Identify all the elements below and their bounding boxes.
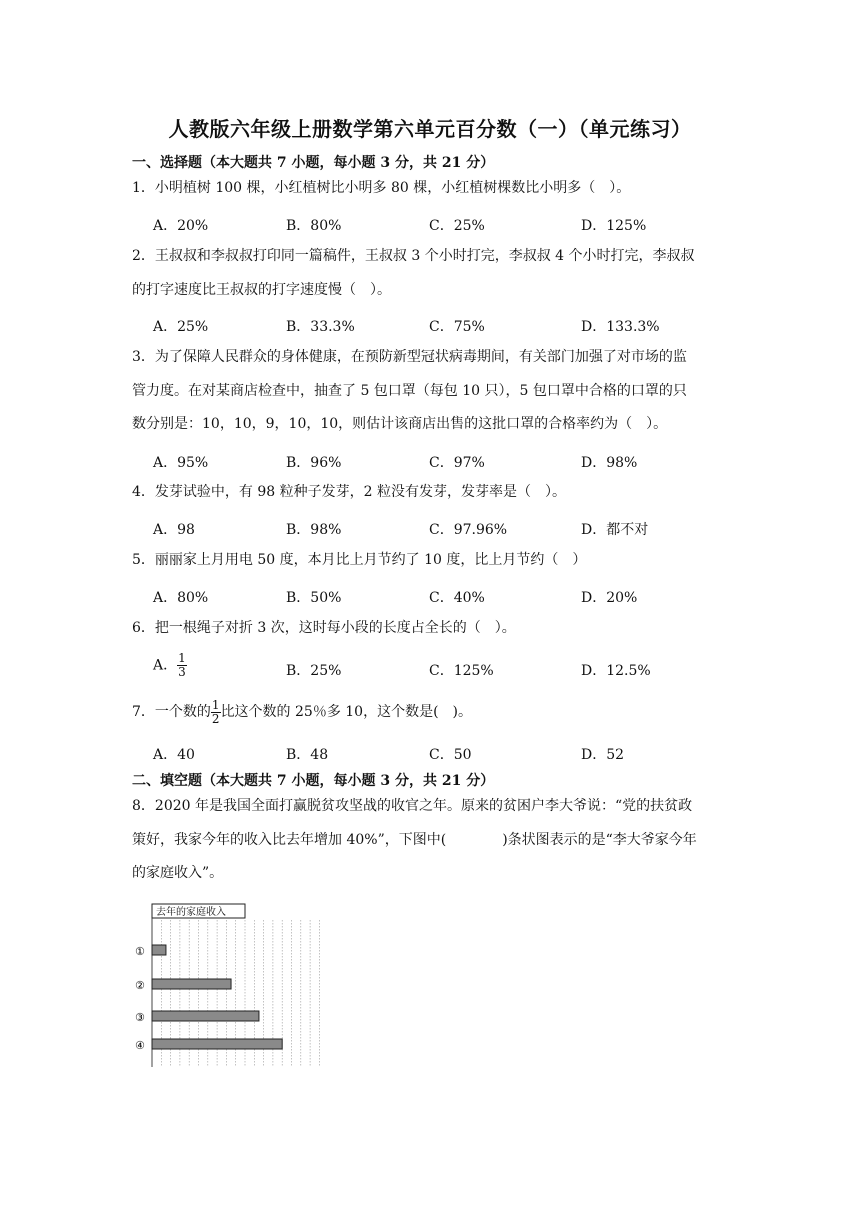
page-title: 人教版六年级上册数学第六单元百分数（一）（单元练习） xyxy=(168,117,692,141)
q3-option-c[interactable]: C．97% xyxy=(429,455,485,471)
section-choice-heading: 一、选择题（本大题共 7 小题，每小题 3 分，共 21 分） xyxy=(132,155,495,171)
q7-prefix: 7．一个数的 xyxy=(132,704,211,720)
q5-option-d[interactable]: D．20% xyxy=(581,590,638,606)
question-6-options xyxy=(153,650,753,690)
q7-frac-numerator: 1 xyxy=(211,697,220,712)
question-6: 6．把一根绳子对折 3 次，这时每小段的长度占全长的（ ）。 xyxy=(132,620,516,636)
q7-option-a[interactable]: A．40 xyxy=(153,747,195,763)
q6-option-a[interactable] xyxy=(153,652,187,679)
q7-suffix: 比这个数的 25％多 10，这个数是( )。 xyxy=(220,704,473,720)
q4-option-b[interactable]: B．98% xyxy=(286,522,342,538)
q7-option-d[interactable]: D．52 xyxy=(581,747,625,763)
q2-line-2: 的打字速度比王叔叔的打字速度慢（ ）。 xyxy=(132,281,391,298)
question-3 xyxy=(132,341,732,442)
q8-line-3: 的家庭收入”。 xyxy=(132,865,224,881)
q8-line-2b: )条状图表示的是“李大爷家今年 xyxy=(502,831,697,848)
q4-option-c[interactable]: C．97.96% xyxy=(429,522,508,538)
q7-option-c[interactable]: C．50 xyxy=(429,747,472,763)
question-2 xyxy=(132,240,732,307)
q5-option-c[interactable]: C．40% xyxy=(429,590,485,606)
q3-option-a[interactable]: A．95% xyxy=(153,455,209,471)
q6-frac-numerator: 1 xyxy=(178,651,186,665)
q3-line-1: 3．为了保障人民群众的身体健康，在预防新型冠状病毒期间，有关部门加强了对市场的监 xyxy=(132,349,687,365)
bar-category-label: ② xyxy=(135,979,145,992)
q2-option-a[interactable]: A．25% xyxy=(153,319,209,335)
q5-option-a[interactable]: A．80% xyxy=(153,590,209,606)
question-7 xyxy=(132,696,732,730)
question-8 xyxy=(132,790,732,891)
q3-option-d[interactable]: D．98% xyxy=(581,455,638,471)
q1-option-a[interactable]: A．20% xyxy=(153,218,209,234)
q6-frac-denominator: 3 xyxy=(178,665,186,679)
q1-option-d[interactable]: D．125% xyxy=(581,218,647,234)
q2-option-c[interactable]: C．75% xyxy=(429,319,485,335)
income-bar-chart xyxy=(132,895,332,1075)
q6-option-c[interactable]: C．125% xyxy=(429,663,494,679)
income-bar xyxy=(152,1039,282,1049)
q2-option-b[interactable]: B．33.3% xyxy=(286,319,355,335)
question-1: 1．小明植树 100 棵，小红植树比小明多 80 棵，小红植树棵数比小明多（ ）。 xyxy=(132,180,631,196)
income-bar xyxy=(152,979,231,989)
q5-option-b[interactable]: B．50% xyxy=(286,590,342,606)
q3-option-b[interactable]: B．96% xyxy=(286,455,342,471)
chart-bars xyxy=(135,945,282,1052)
q8-line-1: 8．2020 年是我国全面打赢脱贫攻坚战的收官之年。原来的贫困户李大爷说：“党的扶贫政 xyxy=(132,798,693,814)
bar-category-label: ① xyxy=(135,945,145,958)
q1-option-b[interactable]: B．80% xyxy=(286,218,342,234)
q2-line-1: 2．王叔叔和李叔叔打印同一篇稿件，王叔叔 3 个小时打完，李叔叔 4 个小时打完，李叔叔 xyxy=(132,248,695,264)
q8-line-2 xyxy=(132,824,732,858)
reference-bar-label: 去年的家庭收入 xyxy=(156,907,226,918)
q3-line-2: 管力度。在对某商店检查中，抽查了 5 包口罩（每包 10 只），5 包口罩中合格的口罩的只 xyxy=(132,382,687,399)
income-bar xyxy=(152,945,166,955)
q4-option-d[interactable]: D．都不对 xyxy=(581,522,649,538)
q6-option-d[interactable]: D．12.5% xyxy=(581,663,651,679)
q7-fraction xyxy=(211,699,221,726)
q7-frac-denominator: 2 xyxy=(211,711,220,726)
q6-option-a-prefix: A． xyxy=(153,657,178,674)
question-4: 4．发芽试验中，有 98 粒种子发芽，2 粒没有发芽，发芽率是（ ）。 xyxy=(132,484,566,500)
q4-option-a[interactable]: A．98 xyxy=(153,522,195,538)
bar-category-label: ④ xyxy=(135,1039,145,1052)
q7-option-b[interactable]: B．48 xyxy=(286,747,329,763)
section-fill-heading: 二、填空题（本大题共 7 小题，每小题 3 分，共 21 分） xyxy=(132,773,495,789)
q8-line-2a: 策好，我家今年的收入比去年增加 40%”，下图中( xyxy=(132,831,447,848)
q6-option-b[interactable]: B．25% xyxy=(286,663,342,679)
q6-option-a-fraction xyxy=(177,652,187,679)
q2-option-d[interactable]: D．133.3% xyxy=(581,319,660,335)
q3-line-3: 数分别是：10，10，9，10，10，则估计该商店出售的这批口罩的合格率约为（ ）。 xyxy=(132,416,668,432)
question-5: 5．丽丽家上月用电 50 度，本月比上月节约了 10 度，比上月节约（ ） xyxy=(132,552,587,568)
q1-option-c[interactable]: C．25% xyxy=(429,218,485,234)
bar-category-label: ③ xyxy=(135,1011,145,1024)
income-bar xyxy=(152,1011,259,1021)
